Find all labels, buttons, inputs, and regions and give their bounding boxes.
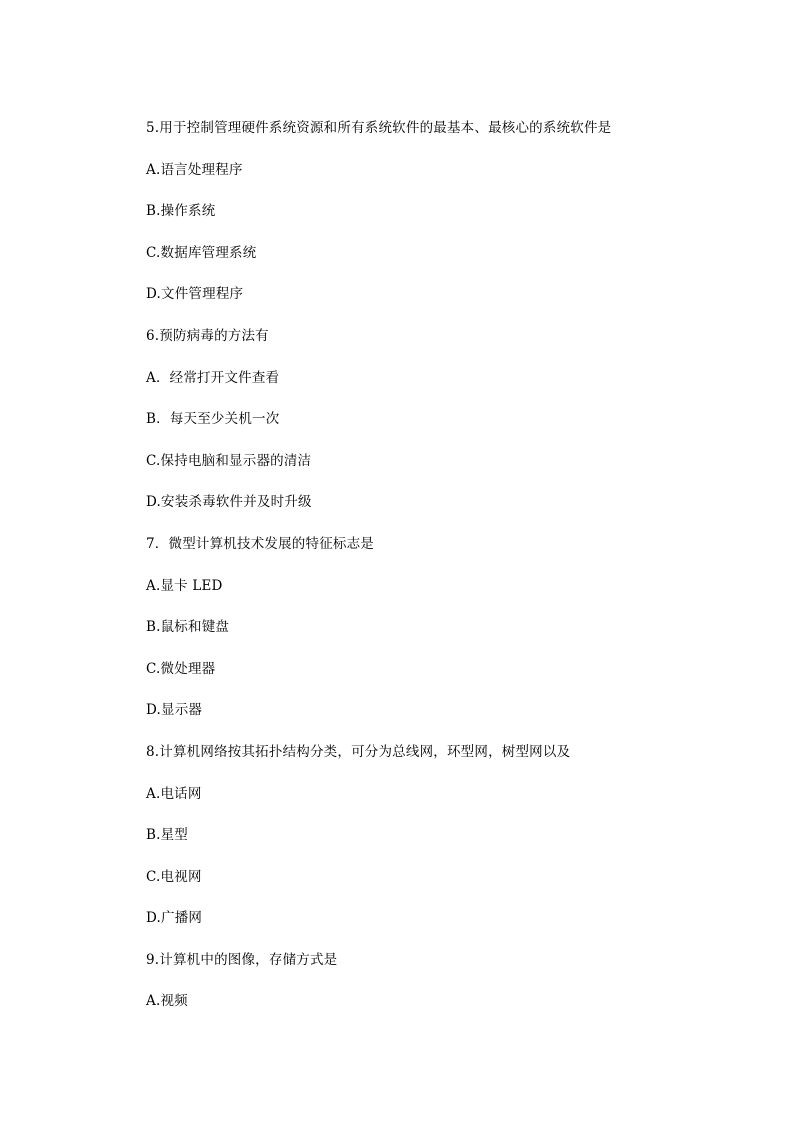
question-5-option-a: A.语言处理程序 bbox=[146, 161, 243, 178]
question-6-option-d: D.安装杀毒软件并及时升级 bbox=[146, 494, 312, 511]
question-8-option-b: B.星型 bbox=[146, 827, 189, 844]
question-8-option-d: D.广播网 bbox=[146, 910, 203, 927]
question-8-option-a: A.电话网 bbox=[146, 785, 202, 802]
question-5-option-b: B.操作系统 bbox=[146, 203, 216, 220]
question-5-option-d: D.文件管理程序 bbox=[146, 286, 244, 303]
question-5-option-c: C.数据库管理系统 bbox=[146, 244, 257, 261]
question-6-stem: 6.预防病毒的方法有 bbox=[146, 327, 269, 344]
question-6-option-a: A．经常打开文件查看 bbox=[146, 369, 280, 386]
question-8-stem: 8.计算机网络按其拓扑结构分类，可分为总线网，环型网，树型网以及 bbox=[146, 743, 571, 760]
question-7-option-b: B.鼠标和键盘 bbox=[146, 619, 230, 636]
question-8-option-c: C.电视网 bbox=[146, 868, 202, 885]
question-5-stem: 5.用于控制管理硬件系统资源和所有系统软件的最基本、最核心的系统软件是 bbox=[146, 120, 612, 136]
question-9-option-a: A.视频 bbox=[146, 993, 188, 1010]
question-7-option-c: C.微处理器 bbox=[146, 660, 216, 677]
question-7-option-d: D.显示器 bbox=[146, 702, 203, 719]
question-6-option-c: C.保持电脑和显示器的清洁 bbox=[146, 452, 312, 469]
question-7-stem: 7．微型计算机技术发展的特征标志是 bbox=[146, 535, 374, 552]
question-list bbox=[146, 119, 706, 1034]
question-7-option-a: A.显卡 LED bbox=[146, 577, 223, 594]
question-6-option-b: B．每天至少关机一次 bbox=[146, 411, 280, 428]
question-9-stem: 9.计算机中的图像，存储方式是 bbox=[146, 951, 338, 968]
